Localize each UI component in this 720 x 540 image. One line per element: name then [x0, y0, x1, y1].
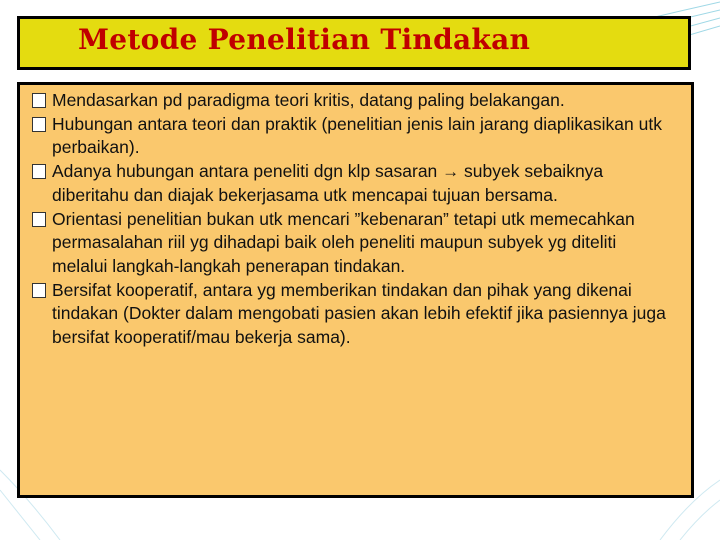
bullet-box-icon	[32, 212, 46, 227]
bullet-list	[32, 89, 672, 350]
bullet-text: Hubungan antara teori dan praktik (penelitian jenis lain jarang diaplikasikan utk perbaikan).	[52, 113, 662, 158]
bullet-item	[32, 89, 672, 113]
bullet-text-before-arrow: Adanya hubungan antara peneliti dgn klp sasaran	[52, 161, 438, 182]
bullet-text-after-arrow: subyek sebaiknya diberitahu dan diajak bekerjasama utk mencapai tujuan bersama.	[52, 161, 604, 205]
bullet-item	[32, 208, 672, 279]
title-banner	[17, 16, 691, 70]
bullet-item	[32, 279, 672, 350]
bullet-item	[32, 113, 672, 160]
bullet-text: Bersifat kooperatif, antara yg memberikan tindakan dan pihak yang dikenai tindakan (Dokter dalam mengobati pasien akan lebih efektif jika pasiennya juga bersifat kooperatif/mau bekerja sama).	[52, 279, 666, 348]
bullet-text: Orientasi penelitian bukan utk mencari ”kebenaran” tetapi utk memecahkan permasalahan riil yg dihadapi baik oleh peneliti maupun subyek yg diteliti melalui langkah-langkah penerapan tindakan.	[52, 208, 635, 276]
bullet-text: Mendasarkan pd paradigma teori kritis, datang paling belakangan.	[52, 90, 565, 110]
arrow-right-icon: →	[442, 162, 460, 182]
bullet-box-icon	[32, 93, 46, 108]
content-panel	[17, 82, 694, 498]
bullet-box-icon	[32, 164, 46, 179]
bullet-item	[32, 160, 672, 207]
bullet-box-icon	[32, 117, 46, 132]
bullet-box-icon	[32, 283, 46, 298]
slide-title: Metode Penelitian Tindakan	[78, 23, 531, 56]
